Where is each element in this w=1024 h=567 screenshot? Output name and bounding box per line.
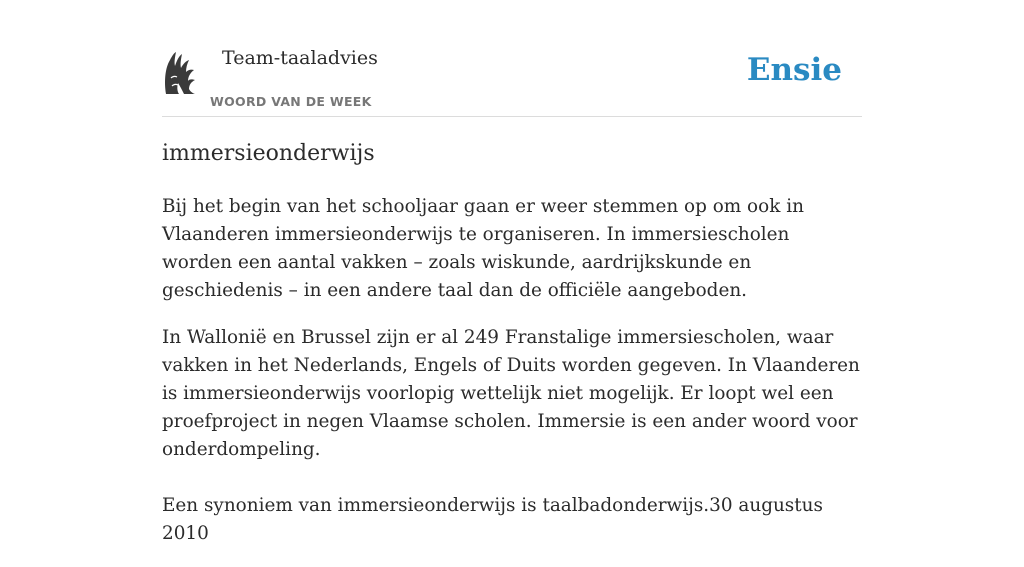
header: [162, 44, 862, 117]
article-title: immersieonderwijs: [162, 141, 375, 166]
brand-logo[interactable]: Ensie: [746, 52, 842, 88]
article-paragraph: Een synoniem van immersieonderwijs is taalbadonderwijs.30 augustus 2010: [162, 495, 823, 544]
article-paragraph: In Wallonië en Brussel zijn er al 249 Franstalige immersiescholen, waar vakken in het Nederlands, Engels of Duits worden gegeven. In Vlaanderen is immersieonderwijs voorlopig wettelijk niet mogelijk. Er loopt wel een proefproject in negen Vlaamse scholen. Immersie is een ander woord voor onderdompeling.: [162, 327, 860, 460]
article-paragraph: Bij het begin van het schooljaar gaan er weer stemmen op om ook in Vlaanderen immersieonderwijs te organiseren. In immersiescholen worden een aantal vakken – zoals wiskunde, aardrijkskunde en geschiedenis – in een andere taal dan de officiële aangeboden.: [162, 196, 804, 301]
section-label: WOORD VAN DE WEEK: [210, 94, 372, 109]
flemish-lion-logo-icon: [162, 48, 198, 96]
article-body: [162, 193, 862, 567]
organization-name[interactable]: Team-taaladvies: [222, 47, 378, 69]
